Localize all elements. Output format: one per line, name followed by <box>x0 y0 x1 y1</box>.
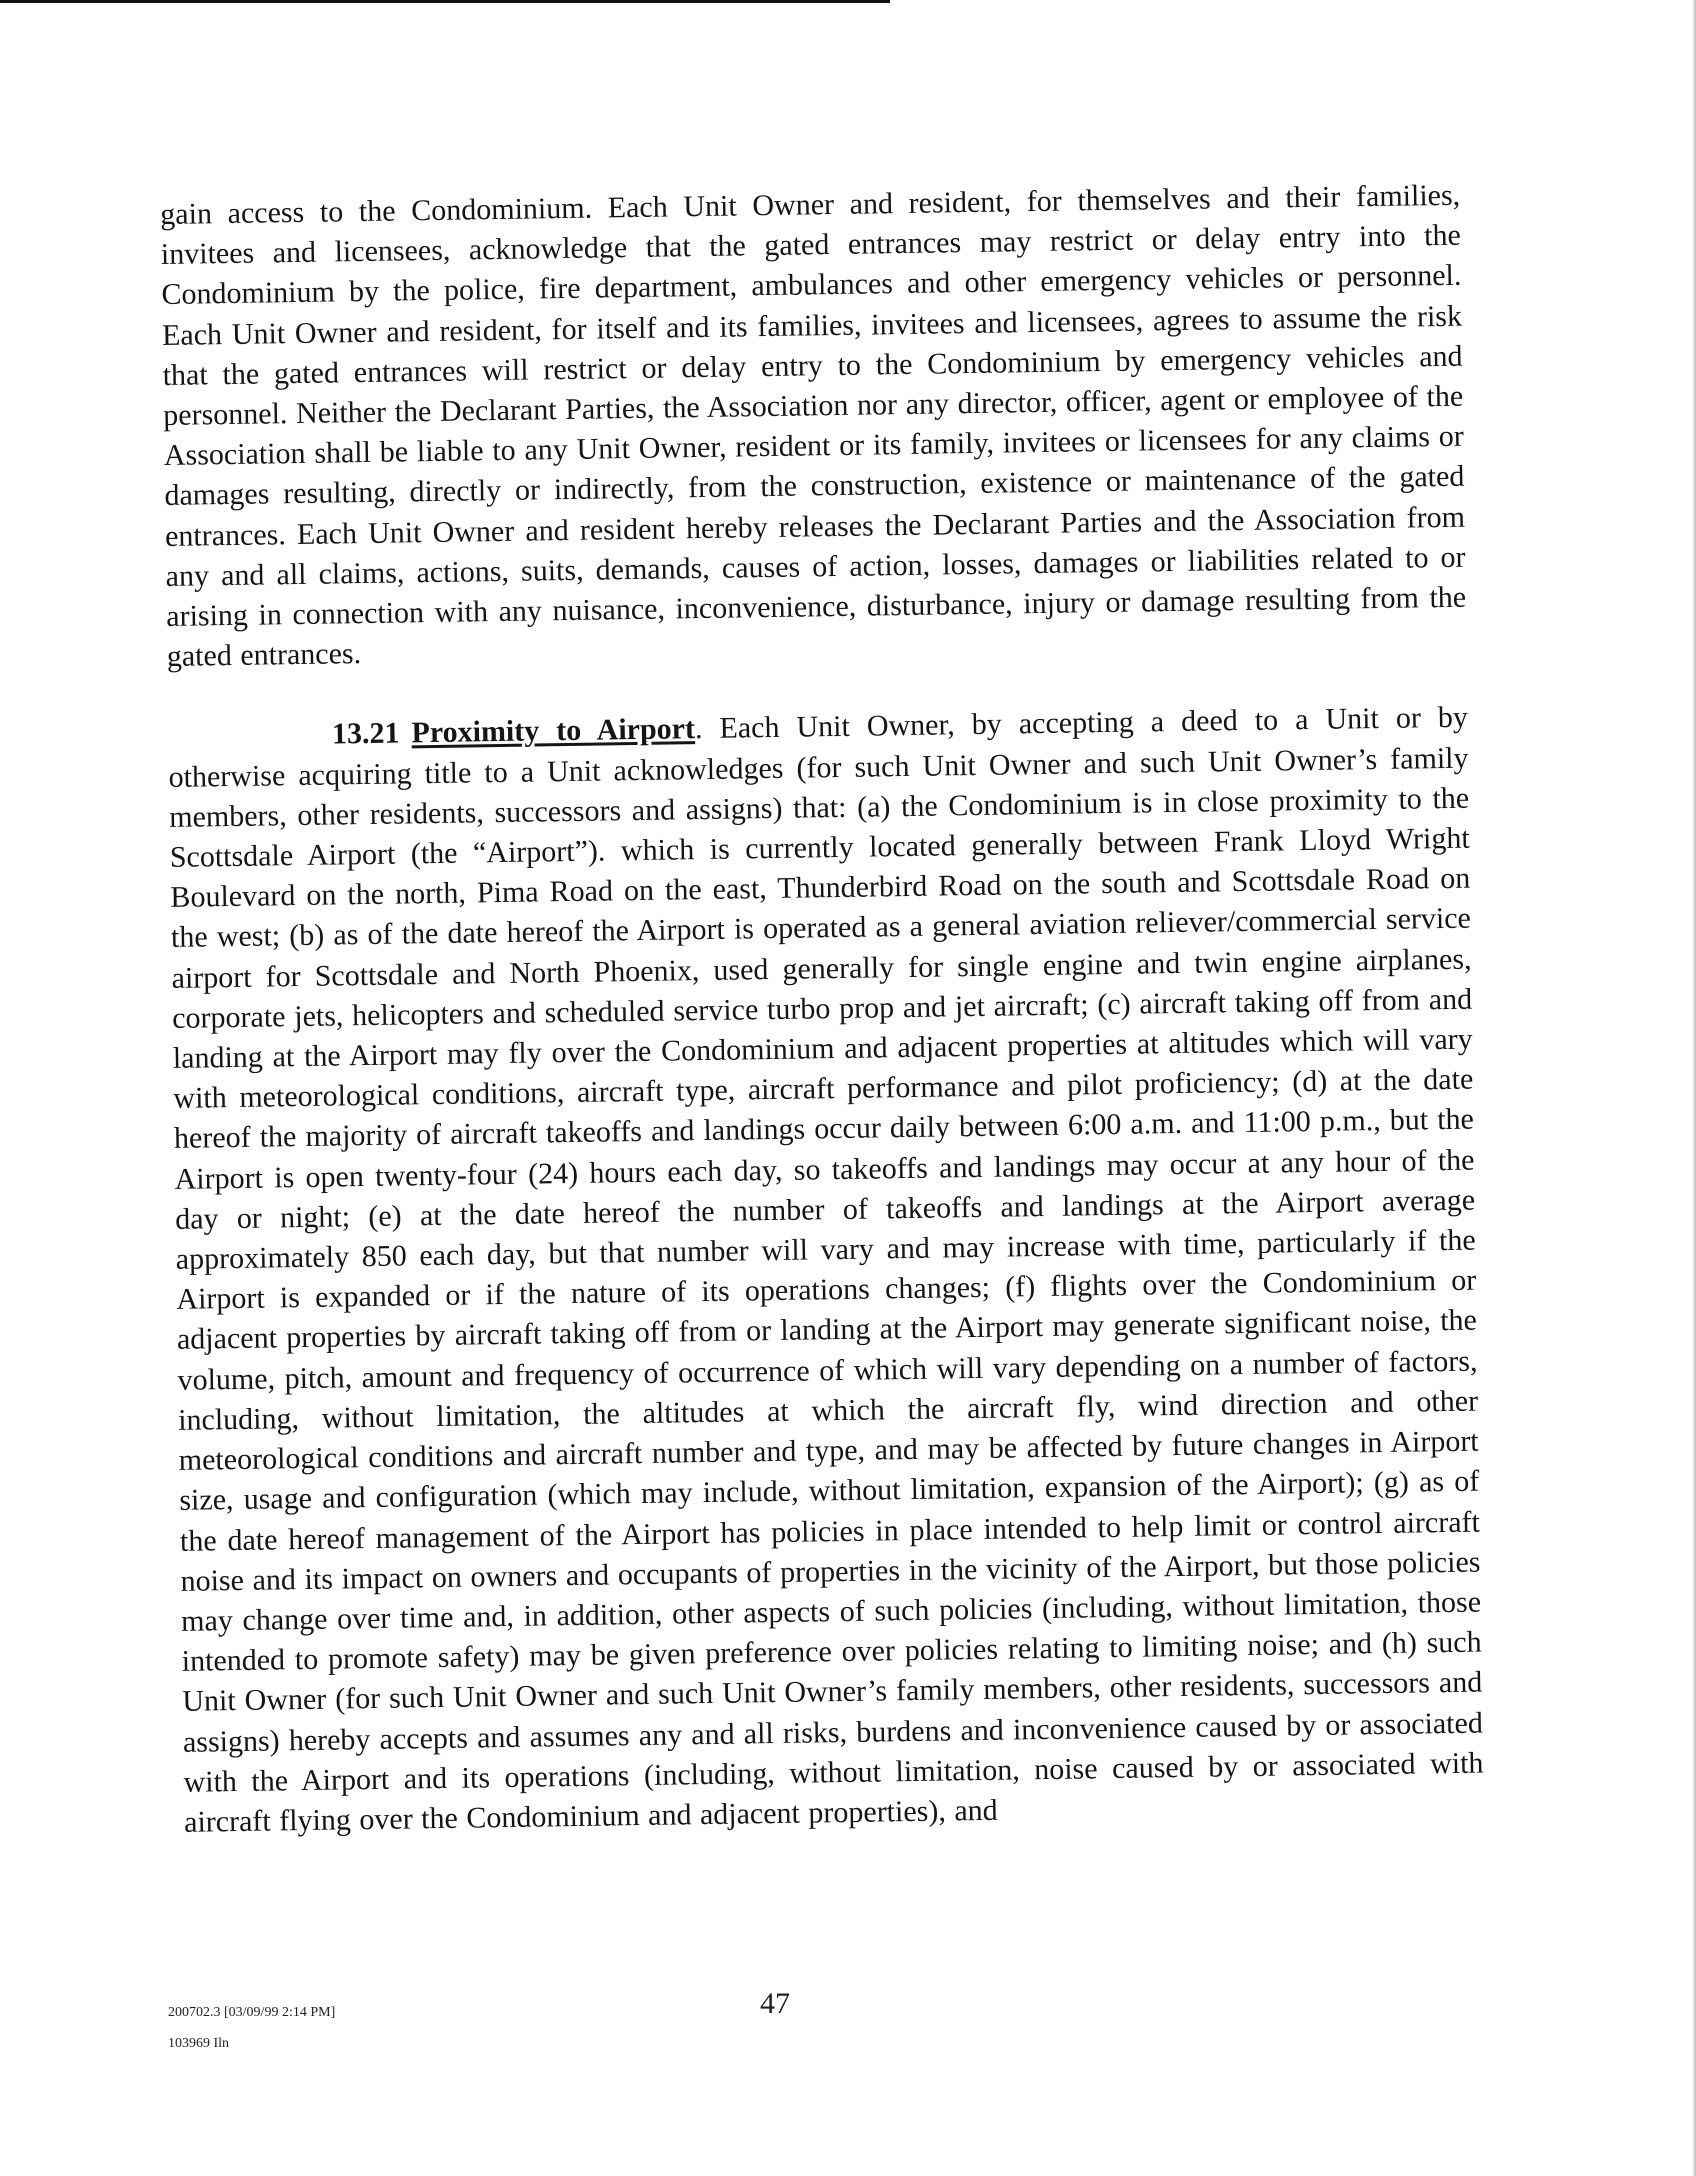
document-body <box>160 176 1484 1843</box>
section-title-punctuation: . <box>694 712 703 746</box>
section-body-text: Each Unit Owner, by accepting a deed to a Unit or by otherwise acquiring title to a Unit acknowledges (for such Unit Owner and such Unit Owner’s family members, other residents, successors and assigns) that: (a) the Condominium is in close proximity to the Scottsdale Airport (the “Airport”). which is currently located generally between Frank Lloyd Wright Boulevard on the north, Pima Road on the east, Thunderbird Road on the south and Scottsdale Road on the west; (b) as of the date hereof the Airport is operated as a general aviation reliever/commercial service airport for Scottsdale and North Phoenix, used generally for single engine and twin engine airplanes, corporate jets, helicopters and scheduled service turbo prop and jet aircraft; (c) aircraft taking off from and landing at the Airport may fly over the Condominium and adjacent properties at altitudes which will vary with meteorological conditions, aircraft type, aircraft performance and pilot proficiency; (d) at the date hereof the majority of aircraft takeoffs and landings occur daily between 6:00 a.m. and 11:00 p.m., but the Airport is open twenty-four (24) hours each day, so takeoffs and landings may occur at any hour of the day or night; (e) at the date hereof the number of takeoffs and landings at the Airport average approximately 850 each day, but that number will vary and may increase with time, particularly if the Airport is expanded or if the nature of its operations changes; (f) flights over the Condominium or adjacent properties by aircraft taking off from or landing at the Airport may generate significant noise, the volume, pitch, amount and frequency of occurrence of which will vary depending on a number of factors, including, without limitation, the altitudes at which the aircraft fly, wind direction and other meteorological conditions and aircraft number and type, and may be affected by future changes in Airport size, usage and configuration (which may include, without limitation, expansion of the Airport); (g) as of the date hereof management of the Airport has policies in place intended to help limit or control aircraft noise and its impact on owners and occupants of properties in the vicinity of the Airport, but those policies may change over time and, in addition, other aspects of such policies (including, without limitation, those intended to promote safety) may be given preference over policies relating to limiting noise; and (h) such Unit Owner (for such Unit Owner and such Unit Owner’s family members, other residents, successors and assigns) hereby accepts and assumes any and all risks, burdens and inconvenience caused by or associated with the Airport and its operations (including, without limitation, noise caused by or associated with aircraft flying over the Condominium and adjacent properties), and <box>168 701 1484 1839</box>
paragraph-indent <box>168 744 332 746</box>
footer-file-code: 103969 Iln <box>168 2036 230 2051</box>
section-13-21-paragraph <box>168 698 1485 1843</box>
page-number: 47 <box>760 1987 790 2020</box>
top-scan-rule <box>0 0 890 3</box>
page-edge-shadow <box>1692 0 1696 2176</box>
section-title: Proximity to Airport <box>411 712 696 750</box>
section-number: 13.21 <box>331 716 400 751</box>
footer-doc-info <box>168 1997 335 2059</box>
paragraph-gated-entrances: gain access to the Condominium. Each Unit Owner and resident, for themselves and their families, invitees and licensees, acknowledge that the gated entrances may restrict or delay entry into the Condominium by the police, fire department, ambulances and other emergency vehicles or personnel. Each Unit Owner and resident, for itself and its families, invitees and licensees, agrees to assume the risk that the gated entrances will restrict or delay entry to the Condominium by emergency vehicles and personnel. Neither the Declarant Parties, the Association nor any director, officer, agent or employee of the Association shall be liable to any Unit Owner, resident or its family, invitees or licensees for any claims or damages resulting, directly or indirectly, from the construction, existence or maintenance of the gated entrances. Each Unit Owner and resident hereby releases the Declarant Parties and the Association from any and all claims, actions, suits, demands, causes of action, losses, damages or liabilities related to or arising in connection with any nuisance, inconvenience, disturbance, injury or damage resulting from the gated entrances. <box>160 178 1467 674</box>
footer-doc-id: 200702.3 [03/09/99 2:14 PM] <box>168 2005 336 2020</box>
